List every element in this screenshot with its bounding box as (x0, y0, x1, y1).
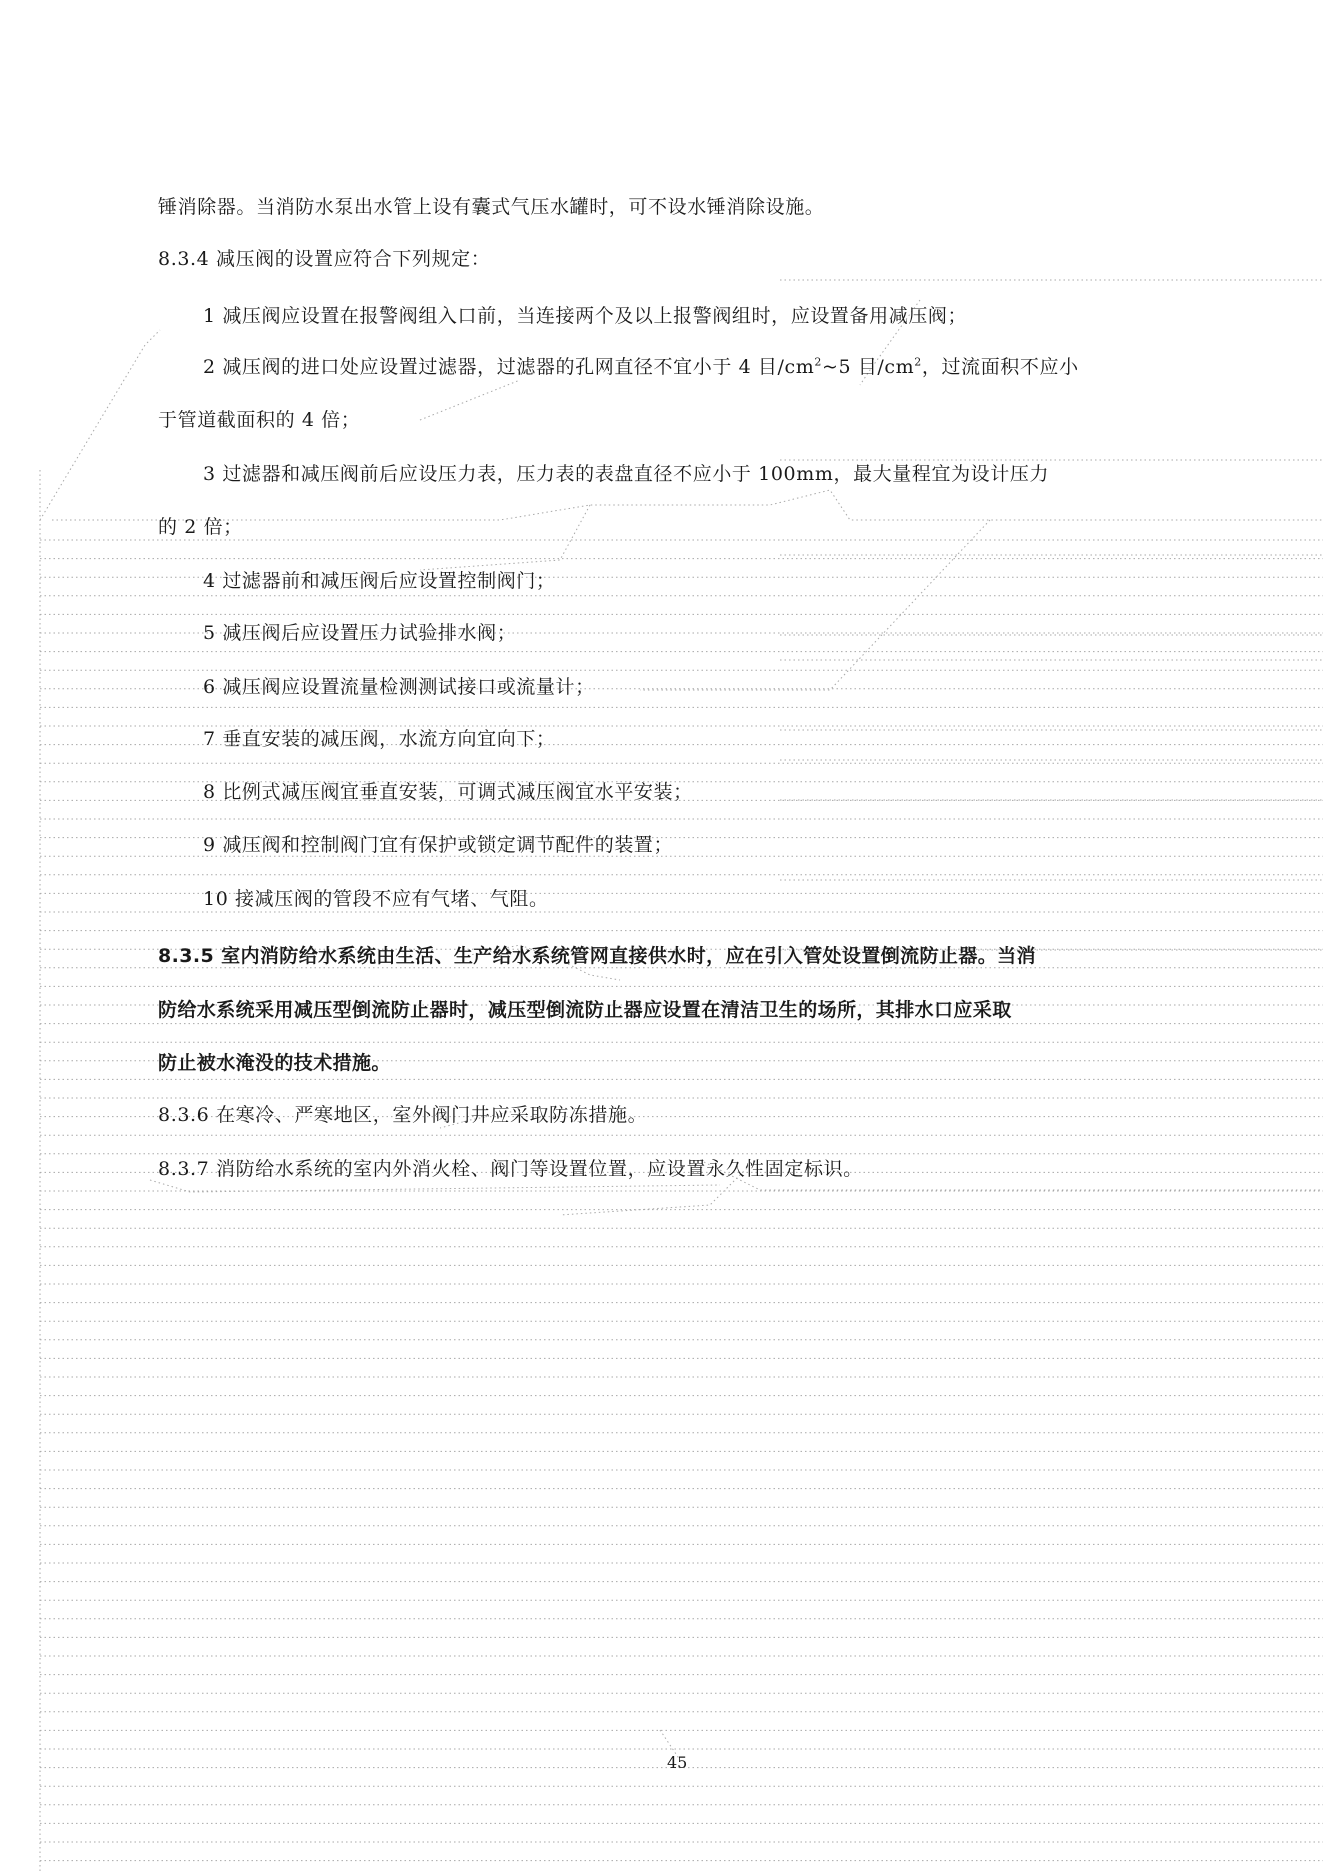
text-span: ~5 目/cm (821, 356, 915, 378)
clause-heading: 8.3.6 在寒冷、严寒地区，室外阀门井应采取防冻措施。 (158, 1104, 648, 1126)
text-span: 2 减压阀的进口处应设置过滤器，过滤器的孔网直径不宜小于 4 目/cm (203, 356, 815, 378)
list-item: 10 接减压阀的管段不应有气堵、气阻。 (203, 888, 549, 910)
list-item: 6 减压阀应设置流量检测测试接口或流量计； (203, 676, 595, 698)
text-span: ，过流面积不应小 (921, 356, 1079, 378)
superscript: 2 (814, 355, 822, 369)
page-number: 45 (667, 1753, 688, 1772)
text-line: 的 2 倍； (158, 516, 243, 538)
list-item: 9 减压阀和控制阀门宜有保护或锁定调节配件的装置； (203, 834, 674, 856)
bold-clause: 防给水系统采用减压型倒流防止器时，减压型倒流防止器应设置在清洁卫生的场所，其排水口应采取 (158, 999, 1012, 1021)
bold-clause: 8.3.5 室内消防给水系统由生活、生产给水系统管网直接供水时，应在引入管处设置倒流防止器。当消 (158, 945, 1036, 967)
list-item: 3 过滤器和减压阀前后应设压力表，压力表的表盘直径不应小于 100mm，最大量程宜为设计压力 (203, 463, 1050, 485)
list-item: 4 过滤器前和减压阀后应设置控制阀门； (203, 570, 556, 592)
clause-heading: 8.3.4 减压阀的设置应符合下列规定： (158, 248, 491, 270)
list-item: 7 垂直安装的减压阀，水流方向宜向下； (203, 728, 556, 750)
text-line: 锤消除器。当消防水泵出水管上设有囊式气压水罐时，可不设水锤消除设施。 (158, 196, 825, 218)
clause-heading: 8.3.7 消防给水系统的室内外消火栓、阀门等设置位置，应设置永久性固定标识。 (158, 1158, 863, 1180)
list-item (203, 354, 1079, 380)
list-item: 1 减压阀应设置在报警阀组入口前，当连接两个及以上报警阀组时，应设置备用减压阀； (203, 305, 968, 327)
text-line: 于管道截面积的 4 倍； (158, 409, 361, 431)
bold-clause: 防止被水淹没的技术措施。 (158, 1052, 391, 1074)
list-item: 5 减压阀后应设置压力试验排水阀； (203, 622, 517, 644)
list-item: 8 比例式减压阀宜垂直安装，可调式减压阀宜水平安装； (203, 781, 693, 803)
superscript: 2 (914, 355, 922, 369)
